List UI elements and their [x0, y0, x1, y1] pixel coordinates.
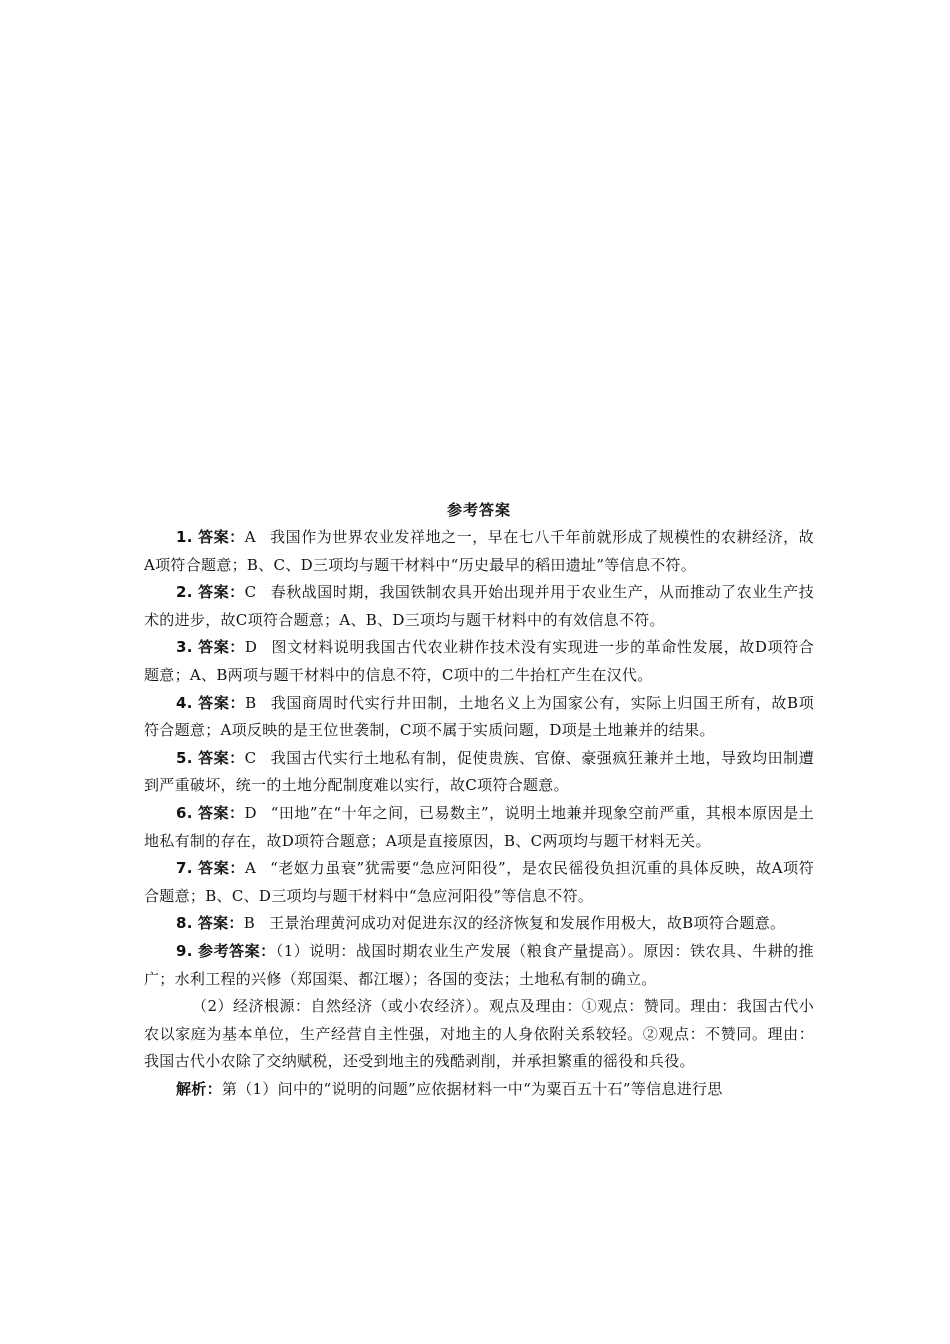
- answer-number: 9.: [176, 941, 193, 960]
- page-title: 参考答案: [446, 501, 511, 519]
- answer-label: 参考答案：: [198, 941, 276, 960]
- answer-item: [144, 524, 814, 579]
- answer-choice: B: [245, 693, 257, 712]
- answer-explanation: 我国古代实行土地私有制，促使贵族、官僚、豪强疯狂兼并土地，导致均田制遭到严重破坏，统一的土地分配制度难以实行，故C项符合题意。: [144, 748, 814, 795]
- answer-number: 8.: [176, 914, 193, 933]
- answer-choice: C: [244, 748, 257, 767]
- answer-number: 2.: [176, 583, 193, 602]
- answer-item: [144, 690, 814, 745]
- answer-number: 3.: [176, 638, 193, 657]
- answer-item: [144, 634, 814, 689]
- answer-explanation: “老妪力虽衰”犹需要“急应河阳役”，是农民徭役负担沉重的具体反映，故A项符合题意；B、C、D三项均与题干材料中“急应河阳役”等信息不符。: [144, 859, 814, 905]
- answer-label: 答案：: [198, 693, 246, 712]
- answer-9-part-2-paragraph: [144, 993, 814, 1076]
- answer-9-part-1: （1）说明：战国时期农业生产发展（粮食产量提高）。原因：铁农具、牛耕的推广；水利工程的兴修（郑国渠、都江堰）；各国的变法；土地私有制的确立。: [144, 941, 814, 988]
- answer-choice: C: [244, 583, 257, 602]
- answer-explanation: 王景治理黄河成功对促进东汉的经济恢复和发展作用极大，故B项符合题意。: [269, 914, 786, 933]
- answer-number: 5.: [176, 748, 193, 767]
- answer-label: 答案：: [198, 748, 245, 767]
- answer-number: 7.: [176, 859, 193, 878]
- analysis-label: 解析：: [176, 1079, 222, 1098]
- analysis-paragraph: [144, 1076, 814, 1104]
- answer-label: 答案：: [197, 914, 244, 933]
- answer-number: 4.: [176, 693, 193, 712]
- answer-explanation: 我国作为世界农业发祥地之一，早在七八千年前就形成了规模性的农耕经济，故A项符合题意；B、C、D三项均与题干材料中“历史最早的稻田遗址”等信息不符。: [144, 528, 814, 574]
- answer-explanation: 春秋战国时期，我国铁制农具开始出现并用于农业生产，从而推动了农业生产技术的进步，故C项符合题意；A、B、D三项均与题干材料中的有效信息不符。: [144, 583, 814, 629]
- answer-label: 答案：: [198, 803, 245, 822]
- answer-explanation: 图文材料说明我国古代农业耕作技术没有实现进一步的革命性发展，故D项符合题意；A、B两项与题干材料中的信息不符，C项中的二牛抬杠产生在汉代。: [144, 638, 815, 684]
- answer-number: 6.: [176, 803, 193, 822]
- answer-label: 答案：: [198, 859, 245, 878]
- answer-key: [144, 496, 814, 1103]
- answer-9-part-2: （2）经济根源：自然经济（或小农经济）。观点及理由：①观点：赞同。理由：我国古代小农以家庭为基本单位，生产经营自主性强，对地主的人身依附关系较轻。②观点：不赞同。理由：我国古代小农除了交纳赋税，还受到地主的残酷剥削，并承担繁重的徭役和兵役。: [144, 997, 814, 1071]
- answer-label: 答案：: [198, 583, 245, 602]
- answer-number: 1.: [176, 528, 193, 546]
- answer-choice: D: [244, 803, 257, 822]
- answer-choice: A: [244, 859, 257, 878]
- answer-label: 答案：: [198, 638, 245, 657]
- answer-explanation: 我国商周时代实行井田制，土地名义上为国家公有，实际上归国王所有，故B项符合题意；A项反映的是王位世袭制，C项不属于实质问题，D项是土地兼并的结果。: [144, 693, 814, 740]
- answer-choice: B: [243, 914, 256, 933]
- answer-item: [144, 800, 814, 855]
- answer-item: [144, 579, 814, 634]
- analysis-text: 第（1）问中的“说明的问题”应依据材料一中“为粟百五十石”等信息进行思: [221, 1079, 723, 1098]
- answer-label: 答案：: [198, 528, 245, 546]
- answer-item: [144, 855, 814, 910]
- answer-item-9: [144, 938, 814, 993]
- answer-choice: A: [244, 528, 256, 546]
- answer-explanation: “田地”在“十年之间，已易数主”，说明土地兼并现象空前严重，其根本原因是土地私有制的存在，故D项符合题意；A项是直接原因，B、C两项均与题干材料无关。: [144, 803, 814, 850]
- answer-item: [144, 745, 814, 800]
- answer-choice: D: [244, 638, 258, 657]
- answer-item: [144, 910, 814, 938]
